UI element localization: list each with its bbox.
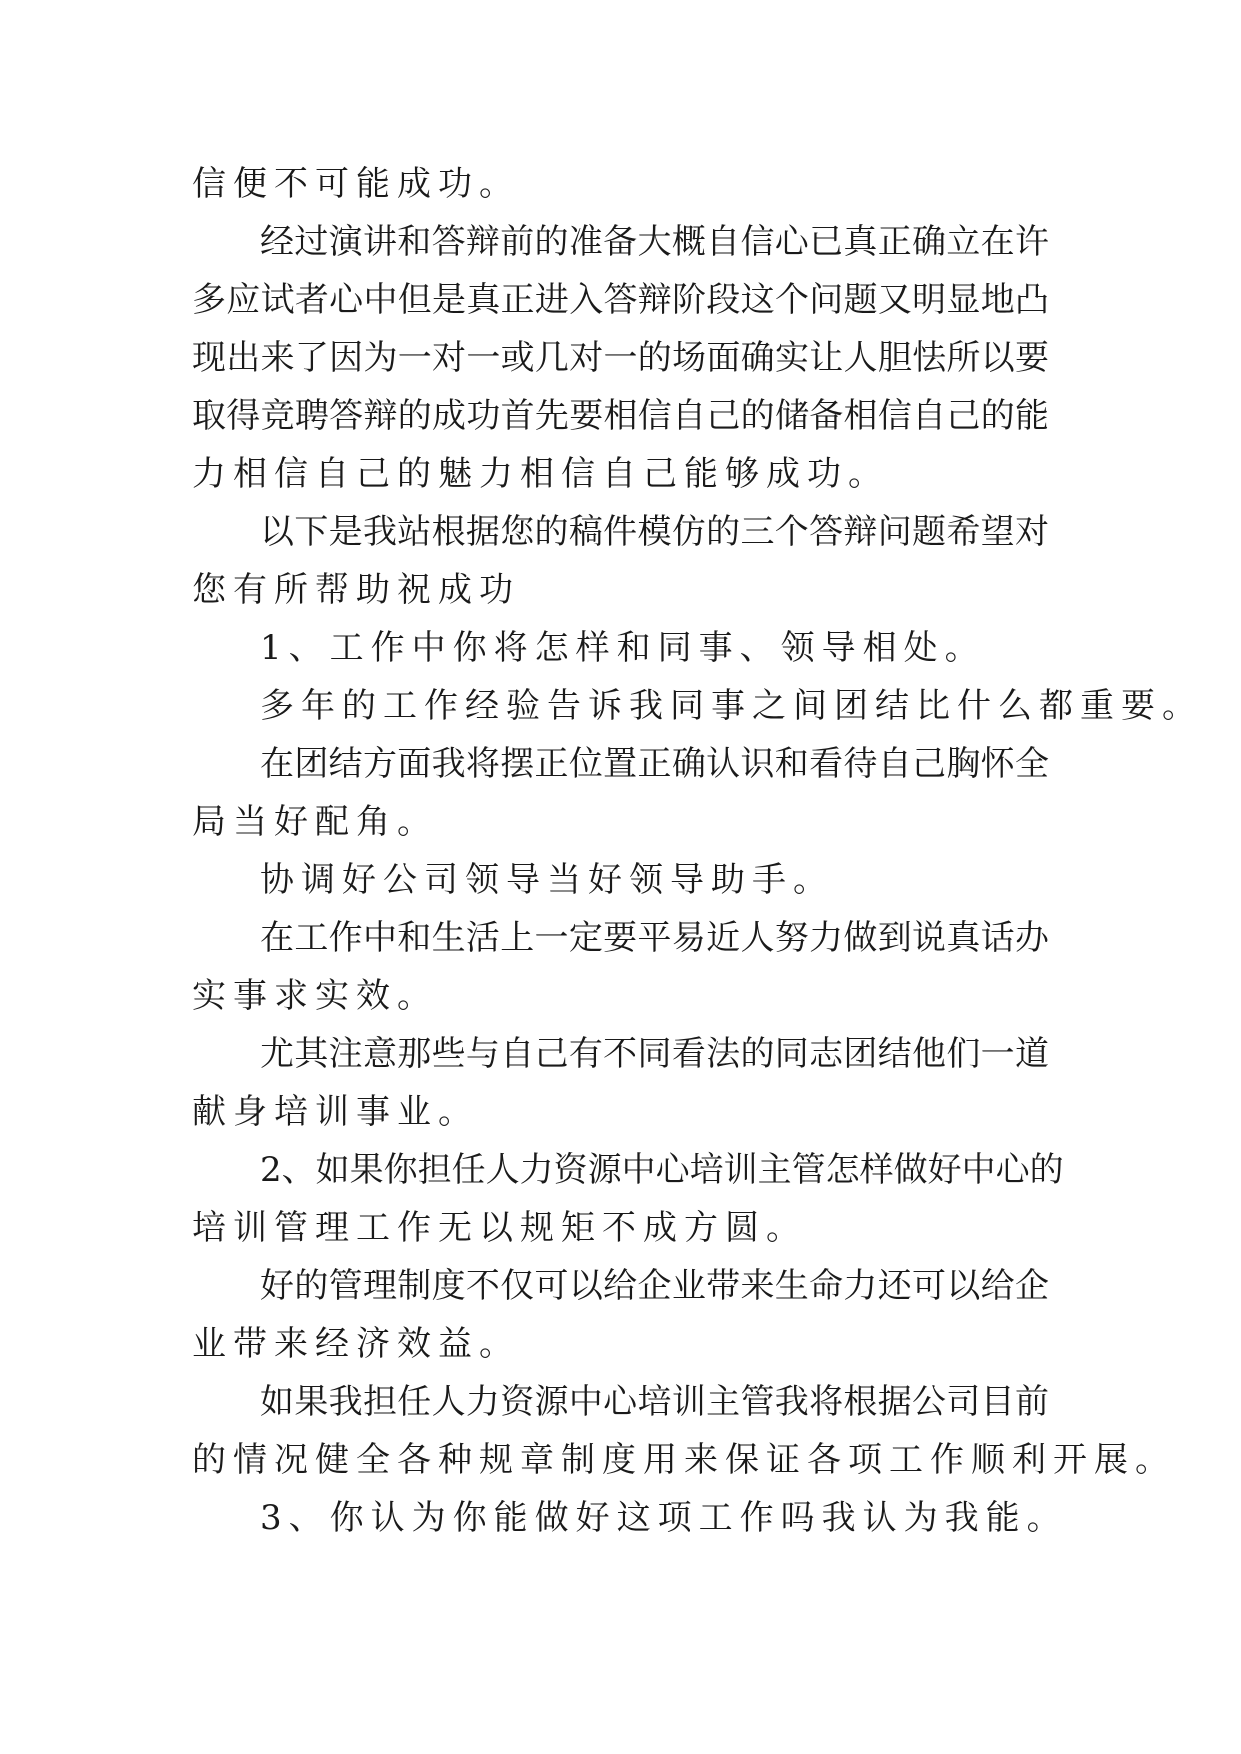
text-line: 1、工作中你将怎样和同事、领导相处。 [260, 628, 986, 668]
text-line: 培训管理工作无以规矩不成方圆。 [192, 1208, 807, 1248]
text-line: 在团结方面我将摆正位置正确认识和看待自己胸怀全 [260, 744, 1049, 784]
text-line: 实事求实效。 [192, 976, 438, 1016]
text-line: 取得竞聘答辩的成功首先要相信自己的储备相信自己的能 [192, 396, 1049, 436]
document-page [192, 155, 1203, 1547]
text-line: 献身培训事业。 [192, 1092, 479, 1132]
text-line: 力相信自己的魅力相信自己能够成功。 [192, 454, 889, 494]
text-line: 以下是我站根据您的稿件模仿的三个答辩问题希望对 [260, 512, 1049, 552]
text-line: 经过演讲和答辩前的准备大概自信心已真正确立在许 [260, 222, 1049, 262]
text-line: 尤其注意那些与自己有不同看法的同志团结他们一道 [260, 1034, 1049, 1074]
text-line: 如果我担任人力资源中心培训主管我将根据公司目前 [260, 1382, 1049, 1422]
text-line: 现出来了因为一对一或几对一的场面确实让人胆怯所以要 [192, 338, 1049, 378]
text-line: 您有所帮助祝成功 [192, 570, 520, 610]
text-line: 在工作中和生活上一定要平易近人努力做到说真话办 [260, 918, 1049, 958]
text-line: 业带来经济效益。 [192, 1324, 520, 1364]
text-line: 协调好公司领导当好领导助手。 [260, 860, 834, 900]
text-line: 多应试者心中但是真正进入答辩阶段这个问题又明显地凸 [192, 280, 1049, 320]
text-line: 的情况健全各种规章制度用来保证各项工作顺利开展。 [192, 1440, 1176, 1480]
text-line: 2、如果你担任人力资源中心培训主管怎样做好中心的 [260, 1150, 1064, 1190]
text-line: 局当好配角。 [192, 802, 438, 842]
text-line: 多年的工作经验告诉我同事之间团结比什么都重要。 [260, 686, 1203, 726]
text-line: 3、你认为你能做好这项工作吗我认为我能。 [260, 1498, 1068, 1538]
text-line: 好的管理制度不仅可以给企业带来生命力还可以给企 [260, 1266, 1049, 1306]
text-line: 信便不可能成功。 [192, 164, 520, 204]
